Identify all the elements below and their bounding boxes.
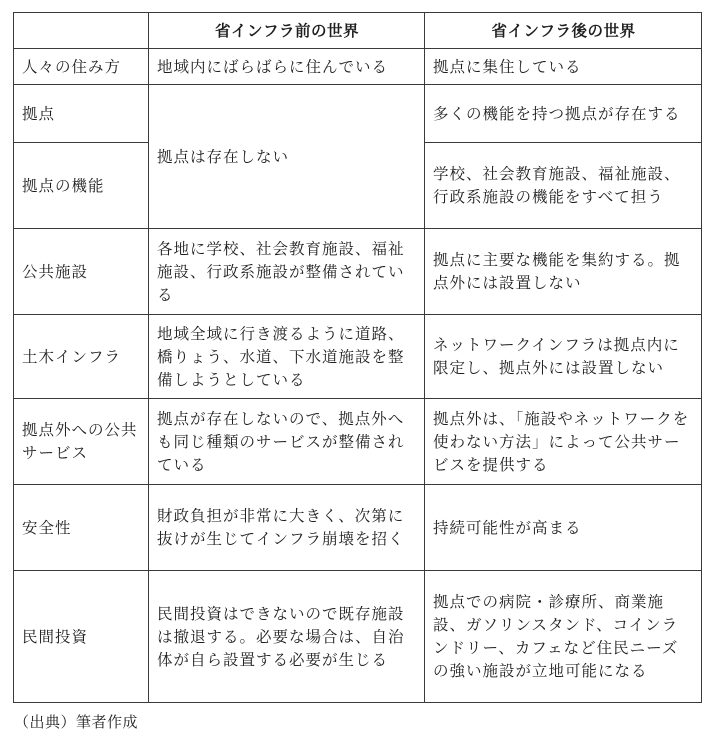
cell-after: 拠点に集住している xyxy=(425,49,702,85)
table-row xyxy=(14,315,702,399)
row-label: 土木インフラ xyxy=(14,315,149,399)
table-row xyxy=(14,49,702,85)
cell-after: 持続可能性が高まる xyxy=(425,485,702,571)
header-after: 省インフラ後の世界 xyxy=(425,13,702,49)
cell-before: 財政負担が非常に大きく、次第に抜けが生じてインフラ崩壊を招く xyxy=(149,485,425,571)
cell-before: 地域内にばらばらに住んでいる xyxy=(149,49,425,85)
header-row xyxy=(14,13,702,49)
cell-before-merged: 拠点は存在しない xyxy=(149,85,425,229)
row-label: 人々の住み方 xyxy=(14,49,149,85)
cell-before: 民間投資はできないので既存施設は撤退する。必要な場合は、自治体が自ら設置する必要が生じる xyxy=(149,571,425,703)
cell-after: 拠点外は、「施設やネットワークを使わない方法」によって公共サービスを提供する xyxy=(425,399,702,485)
row-label: 拠点 xyxy=(14,85,149,143)
comparison-table xyxy=(13,12,702,703)
table-row xyxy=(14,571,702,703)
row-label: 拠点の機能 xyxy=(14,143,149,229)
cell-after: ネットワークインフラは拠点内に限定し、拠点外には設置しない xyxy=(425,315,702,399)
row-label: 拠点外への公共サービス xyxy=(14,399,149,485)
cell-before: 各地に学校、社会教育施設、福祉施設、行政系施設が整備されている xyxy=(149,229,425,315)
row-label: 安全性 xyxy=(14,485,149,571)
table-row xyxy=(14,85,702,143)
table-row xyxy=(14,485,702,571)
row-label: 公共施設 xyxy=(14,229,149,315)
cell-before: 地域全域に行き渡るように道路、橋りょう、水道、下水道施設を整備しようとしている xyxy=(149,315,425,399)
cell-after: 拠点に主要な機能を集約する。拠点外には設置しない xyxy=(425,229,702,315)
source-note: （出典）筆者作成 xyxy=(14,713,139,731)
row-label: 民間投資 xyxy=(14,571,149,703)
cell-after: 拠点での病院・診療所、商業施設、ガソリンスタンド、コインランドリー、カフェなど住民ニーズの強い施設が立地可能になる xyxy=(425,571,702,703)
cell-before: 拠点が存在しないので、拠点外へも同じ種類のサービスが整備されている xyxy=(149,399,425,485)
table-row xyxy=(14,229,702,315)
cell-after: 学校、社会教育施設、福祉施設、行政系施設の機能をすべて担う xyxy=(425,143,702,229)
table-row xyxy=(14,399,702,485)
header-before: 省インフラ前の世界 xyxy=(149,13,425,49)
cell-after: 多くの機能を持つ拠点が存在する xyxy=(425,85,702,143)
header-corner-cell xyxy=(14,13,149,49)
